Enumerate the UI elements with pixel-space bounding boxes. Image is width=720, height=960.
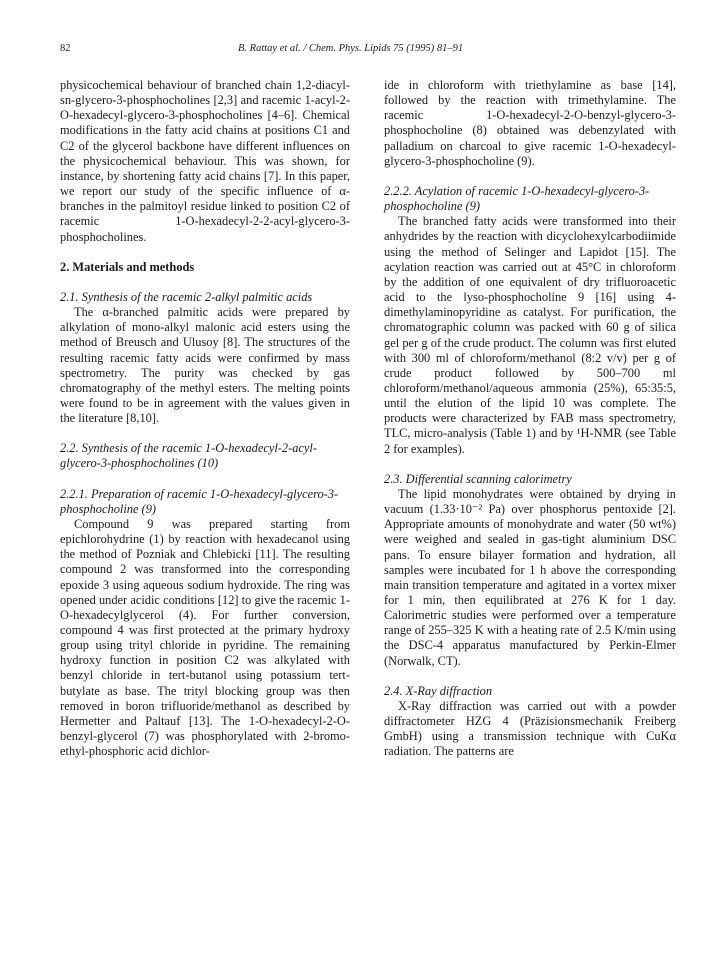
subsection-heading-2-2: 2.2. Synthesis of the racemic 1-O-hexadecyl-2-acyl-glycero-3-phosphocholines (10) [60,441,318,471]
subsection-heading-2-2-1: 2.2.1. Preparation of racemic 1-O-hexadecyl-glycero-3-phosphocholine (9) [60,486,339,516]
subsection-heading-2-4: 2.4. X-Ray diffraction [384,683,493,698]
paragraph-2-2-2: The branched fatty acids were transformed into their anhydrides by the reaction with dicyclohexylcarbodiimide using the method of Selinger and Lapidot [15]. The acylation reaction was carried out at 45°C in chloroform by the addition of one equivalent of dry trifluoroacetic acid to the lyso-phosphocholine 9 [16] using 4-dimethylaminopyridine as catalyst. For purification, the chromatographic column was packed with 60 g of silica gel per g of the crude product. The column was first eluted with 300 ml of chloroform/methanol (8:2 v/v) per g of crude product followed by 500–700 ml chloroform/methanol/aqueous ammonia (25%), 65:35:5, until the elution of the lipid 10 was complete. The products were characterized by FAB mass spectrometry, TLC, micro-analysis (Table 1) and by ¹H-NMR (see Table 2 for examples). [384,214,676,456]
paragraph-2-2-1-continued: ide in chloroform with triethylamine as base [14], followed by the reaction with trimethylamine. The racemic 1-O-hexadecyl-2-O-benzyl-glycero-3-phosphocholine (8) obtained was debenzylated with palladium on charcoal to give racemic 1-O-hexadecyl-glycero-3-phosphocholine (9). [384,78,676,168]
paragraph-2-1: The α-branched palmitic acids were prepared by alkylation of mono-alkyl malonic acid esters using the method of Breusch and Ulusoy [8]. The structures of the resulting racemic fatty acids were confirmed by mass spectrometry. The purity was checked by gas chromatography of the methyl esters. The melting points were found to be in agreement with the values given in the literature [8,10]. [60,305,350,426]
paragraph-2-4: X-Ray diffraction was carried out with a powder diffractometer HZG 4 (Präzisionsmechanik Freiberg GmbH) using a transmission technique with CuKα radiation. The patterns are [384,698,676,759]
paragraph-2-3: The lipid monohydrates were obtained by drying in vacuum (1.33·10⁻² Pa) over phosphorus pentoxide [2]. Appropriate amounts of monohydrate and water (50 wt%) were weighed and sealed in gas-tight aluminium DSC pans. To ensure bilayer formation and hydration, all samples were incubated for 1 h above the corresponding main transition temperature and agitated in a vortex mixer for 1 min, then equilibrated at 276 K for 1 day. Calorimetric studies were performed over a temperature range of 255–325 K with a heating rate of 2.5 K/min using the DSC-4 apparatus manufactured by Perkin-Elmer (Norwalk, CT). [384,486,676,668]
right-column [384,78,676,760]
subsection-heading-2-1: 2.1. Synthesis of the racemic 2-alkyl palmitic acids [60,289,313,304]
paragraph-2-2-1: Compound 9 was prepared starting from epichlorohydrine (1) by reaction with hexadecanol using the method of Pozniak and Chlebicki [11]. The resulting compound 2 was transformed into the corresponding epoxide 3 using aqueous sodium hydroxide. The ring was opened under acidic conditions [12] to give the racemic 1-O-hexadecylglycerol (4). For further conversion, compound 4 was first protected at the primary hydroxy group using trityl chloride in pyridine. The remaining hydroxy function in position C2 was alkylated with benzyl chloride in tert-butanol using potassium tert-butylate as base. The trityl blocking group was then removed in boron trifluoride/methanol as described by Hermetter and Paltauf [13]. The 1-O-hexadecyl-2-O-benzyl-glycerol (7) was phosphorylated with 2-bromo-ethyl-phosphoric acid dichlor- [60,516,350,759]
running-head: B. Rattay et al. / Chem. Phys. Lipids 75 (1995) 81–91 [238,43,464,54]
subsection-heading-2-3: 2.3. Differential scanning calorimetry [384,471,572,486]
section-heading-materials-methods: 2. Materials and methods [60,259,195,274]
page-number: 82 [60,43,71,54]
intro-paragraph: physicochemical behaviour of branched chain 1,2-diacyl-sn-glycero-3-phosphocholines [2,3] and racemic 1-acyl-2-O-hexadecyl-glycero-3-phosphocholines [4–6]. Chemical modifications in the fatty acid chains at positions C1 and C2 of the glycerol backbone have different influences on the physicochemical behaviour. This was shown, for instance, by shortening fatty acid chains [7]. In this paper, we report our study of the specific influence of α-branches in the palmitoyl residue linked to position C2 of racemic 1-O-hexadecyl-2-2-acyl-glycero-3-phosphocholines. [60,78,350,244]
left-column [60,78,350,759]
subsection-heading-2-2-2: 2.2.2. Acylation of racemic 1-O-hexadecyl-glycero-3-phosphocholine (9) [384,183,650,214]
